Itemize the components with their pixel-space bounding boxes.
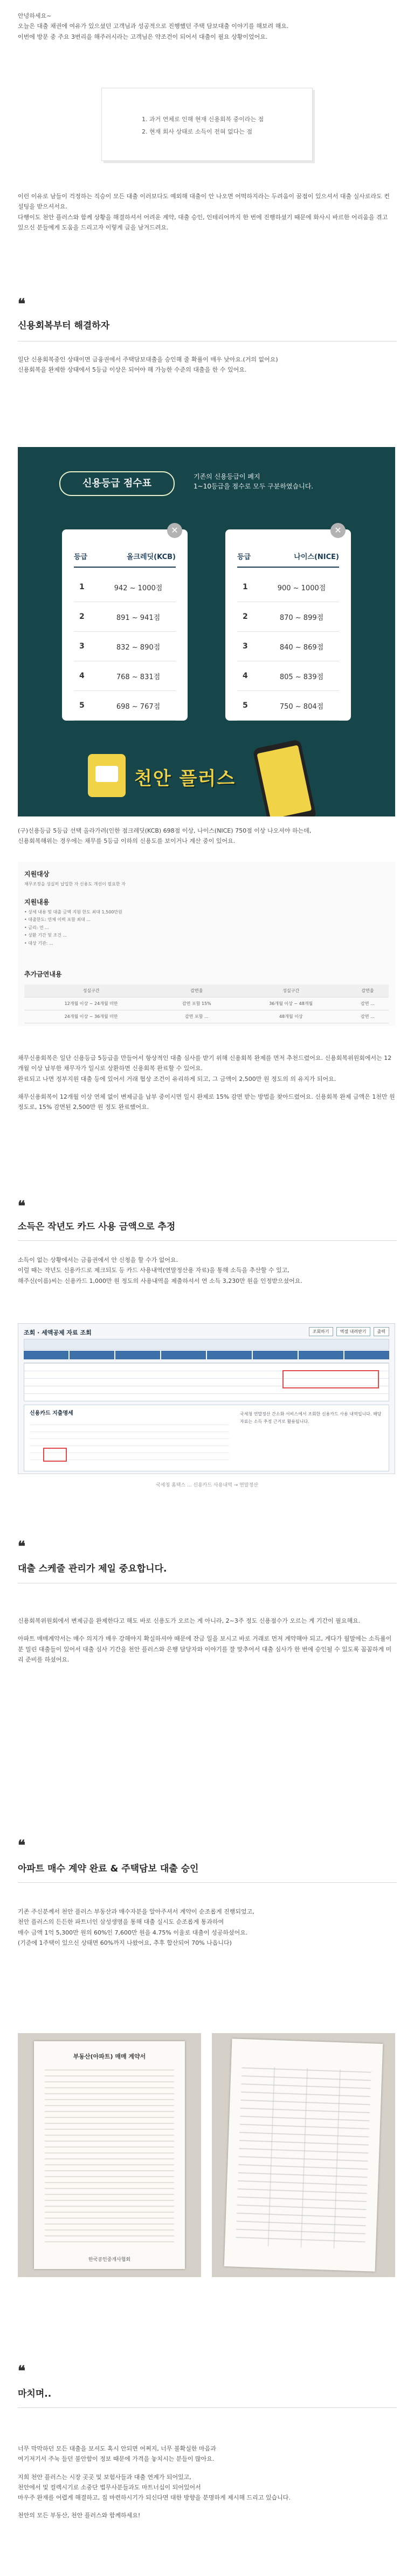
quote-icon: ❝: [18, 2363, 25, 2379]
table-row: [24, 997, 389, 1010]
block-title: 추가금연내용: [24, 971, 62, 978]
banner-subtitle: [194, 472, 313, 491]
text-line: 기존 주신분께서 천안 플러스 부동산과 매수자분을 알아주셔서 계약이 순조롭게 진행되었고,: [18, 1908, 254, 1915]
notice-item: 2. 현재 회사 상태로 소득이 전혀 없다는 점: [142, 128, 252, 136]
section-divider: [18, 1240, 397, 1241]
banner-title: 신용등급 점수표: [59, 471, 175, 496]
table-row: [24, 1010, 389, 1023]
table-cell: 감면 ...: [347, 997, 389, 1010]
text-line: 소득이 없는 상황에서는 금융권에서 안 신청을 할 수가 없어요.: [18, 1256, 178, 1263]
grade: 1: [79, 583, 85, 591]
quote-icon: ❝: [18, 1198, 25, 1214]
text-line: 채무신용회복이 12개월 이상 연체 없이 변제금을 납부 중이시면 일시 완제로 15% 감면 받는 방법을 찾아드렸어요. 신용회복 완제 금액은 1천만 원 정도로, 15% 감면된 2,500만 원 정도 완료했어요.: [18, 1093, 395, 1111]
intro-line: 오늘은 대출 채권에 여유가 있으셨던 고객님과 성공적으로 진행했던 주택 담보대출 이야기를 해보려 해요.: [18, 23, 289, 30]
table-cell: 감면 포함 15%: [158, 997, 235, 1010]
text-line: 천안의 모든 부동산, 천안 플러스와 함께하세요!: [18, 2512, 141, 2519]
category-tabs: [24, 1351, 389, 1359]
text-line: 여기저기서 주눅 들던 불안함이 정보 때문에 가격을 놓치시는 분들이 많아요.: [18, 2455, 215, 2463]
grade: 4: [243, 672, 248, 680]
text-line: 해주신(이름)씨는 신용카드 1,000만 원 정도의 사용내역을 제출하셔서 연 소득 3,230만 원을 인정받으셨어요.: [18, 1277, 302, 1284]
closing-paragraph: [18, 2444, 395, 2521]
quote-icon: ❝: [18, 296, 25, 312]
search-bar: [24, 1339, 389, 1350]
text-line: 신용회복해위는 경우에는 채무를 5등급 이하의 신용도를 보이거나 계산 중이 있어요.: [18, 837, 236, 845]
document-body: [45, 2068, 174, 2247]
score-range: 805 ~ 839점: [279, 673, 324, 681]
screenshot-title: 조회 · 세액공제 자료 조회: [24, 1329, 92, 1336]
list-item: • 대상 기관: ...: [24, 940, 53, 946]
detail-note: 국세청 연말정산 간소화 서비스에서 조회한 신용카드 사용 내역입니다. 해당 자료는 소득 추정 근거로 활용됩니다.: [240, 1412, 382, 1424]
section-paragraph: [18, 826, 395, 847]
quote-icon: ❝: [18, 1838, 25, 1854]
score-row: [74, 691, 176, 721]
kcb-score-card: [62, 525, 188, 721]
text-line: (기준에 1주택이 있으신 상태면 60%까지 나왔어요, 추후 합산되어 70% 나옵니다): [18, 1939, 232, 1946]
mascot-icon: [88, 754, 126, 797]
print-button: 출력: [374, 1327, 389, 1336]
score-row: [237, 691, 339, 721]
score-row: [237, 632, 339, 661]
support-content: [24, 897, 122, 947]
score-range: 900 ~ 1000점: [277, 584, 326, 592]
section-paragraph: [18, 354, 395, 375]
inquiry-button: 조회하기: [309, 1327, 333, 1336]
extra-reduction: [24, 969, 62, 981]
text-line: 채무신용회복은 일단 신용등급 5등급을 만들어서 항상적인 대출 심사를 받기 위해 신용회복 완제를 먼저 추천드렸어요. 신용회복위원회에서는 12개월 이상 납부한 채무자가 일시로 상환하면 신용회복 완료할 수 있어요.: [18, 1055, 392, 1072]
table-header: 감면율: [347, 985, 389, 997]
list-item: • 금리: 연 ...: [24, 925, 49, 930]
table-cell: 36개월 이상 ~ 48개월: [235, 997, 347, 1010]
table-header: 감면율: [158, 985, 235, 997]
block-text: 채무조정을 성실히 납입한 자 신용도 개선이 필요한 자: [24, 882, 126, 886]
card-spending-detail: [24, 1405, 389, 1471]
table-header: 성실구간: [24, 985, 158, 997]
column-header: 나이스(NICE): [294, 553, 339, 561]
text-line: 너무 막막하던 모든 대출을 보셔도 혹시 안되면 어쩌지, 너무 불확실한 마음과: [18, 2445, 216, 2452]
table-cell: 감면 ...: [347, 1010, 389, 1023]
text-line: 지희 천안 플러스는 시장 곳곳 및 보험사들과 대출 연계가 되어있고,: [18, 2473, 191, 2481]
support-target: [24, 869, 126, 888]
table-cell: 24개월 이상 ~ 36개월 미만: [24, 1010, 158, 1023]
grade: 1: [243, 583, 248, 591]
score-range: 942 ~ 1000점: [114, 584, 163, 592]
intro-paragraph: [18, 11, 395, 42]
notice-box: [101, 88, 313, 161]
text-line: 다행이도 천안 플러스와 함께 상황을 해결하셔서 어려운 계약, 대출 승인, 인테리어까지 한 번에 진행하셨기 때문에 화사시 바르한 어리움을 겪고 있으신 분들에게 도움을 드리고자 이렇게 글을 남겨드려요.: [18, 213, 388, 231]
notice-item: 1. 과거 연체로 인해 현재 신용회복 중이라는 점: [142, 116, 264, 123]
text-line: 아파트 매매계약서는 매수 의지가 매우 강해야지 확실하셔야 때문에 잔금 일을 보시고 바로 거래로 먼저 계약해야 되고, 게다가 월말에는 소득률이 분 밀린 대출들이 있어서 대출 심사 기간을 천안 플러스와 은행 담당자와 이야기를 잘 맞추어서 대출 심사가 한 번에 승인될 수 있도록 꼼꼼하게 미리 준비를 하셨어요.: [18, 1635, 392, 1663]
document-footer: 한국공인중개사협회: [88, 2257, 131, 2263]
table-header: 성실구간: [235, 985, 347, 997]
document-title: 부동산(아파트) 매매 계약서: [73, 2053, 146, 2060]
text-line: (구)신용등급 5등급 선택 올라가려(인한 점크레딧(KCB) 698점 이상, 나이스(NICE) 750점 이상 나오셔야 하는데,: [18, 827, 312, 834]
text-line: 신용회복위원회에서 변제금을 완제한다고 해도 바로 신용도가 오르는 게 아니라, 2~3주 정도 신용점수가 오르는 게 기간이 필요해요.: [18, 1617, 361, 1624]
score-row: [237, 602, 339, 632]
text-line: 일단 신용회복중인 상태이면 금융권에서 주택담보대출을 승인해 줄 확률이 매우 낮아요.(거의 없어요): [18, 356, 278, 363]
brand-name: 천안 플러스: [134, 768, 236, 790]
credit-score-banner: [18, 447, 395, 816]
block-title: 지원대상: [24, 870, 50, 878]
score-row: [74, 573, 176, 602]
document-body: [236, 2066, 371, 2250]
list-item: • 상세 내용 및 대출 금액 지원 한도 최대 1,500만원: [24, 910, 122, 914]
intro-line: 이번에 방문 중 주요 3번리을 해주러시라는 고객님은 약조건이 되어서 대출이 필요 상황이었어요.: [18, 33, 268, 40]
situation-paragraph: [18, 191, 395, 233]
close-icon: ✕: [167, 523, 182, 538]
banner-subtitle-line: 기존의 신용등급이 폐지: [194, 473, 260, 480]
list-item: • 대출한도: 연체 이력 포함 최대 ...: [24, 917, 91, 923]
document-title: [232, 2049, 383, 2055]
grade: 3: [243, 642, 248, 651]
text-line: 이런 이유로 남들이 걱정하는 직승이 모든 대출 이러보다도 예외해 대출이 안 나오면 어떡하지라는 두려움이 꿈점이 있으셔서 대출 실사로라도 컨설팅을 받으셔서요.: [18, 193, 390, 211]
section-title: 신용회복부터 해결하자: [18, 320, 110, 331]
section-title: 대출 스케줄 관리가 제일 중요합니다.: [18, 1563, 167, 1574]
list-item: • 상환 기간 및 조건 ...: [24, 933, 67, 938]
text-line: 신용회복을 완제한 상태에서 5등급 이상은 되어야 해 가능한 수준의 대출을 한 수 있어요.: [18, 366, 247, 374]
banner-subtitle-line: 1~10등급을 점수로 모두 구분하였습니다.: [194, 483, 314, 490]
score-row: [74, 632, 176, 661]
excel-button: 엑셀 내려받기: [336, 1327, 370, 1336]
section-paragraph: [18, 1255, 395, 1286]
grade: 2: [79, 612, 85, 621]
text-line: 완료되고 나면 정부지원 대출 등에 있어서 거래 협상 조건이 유리하게 되고, 그 금액이 2,500만 원 정도의 의 유지가 되어요.: [18, 1075, 336, 1083]
quote-icon: ❝: [18, 1539, 25, 1555]
score-range: 870 ~ 899점: [279, 613, 324, 622]
text-line: 천안 플러스의 든든한 파트너인 삼성생명을 통해 대출 실시도 순조롭게 통과하여: [18, 1918, 224, 1926]
document-footer: [224, 2260, 375, 2265]
score-row: [237, 573, 339, 602]
close-icon: ✕: [330, 523, 346, 538]
text-line: 마우주 완재를 어렵게 해결하고, 집 마련하시기가 되신다면 대한 방향을 분명하게 제시해 드리고 있습니다.: [18, 2494, 291, 2501]
section-divider: [18, 2407, 397, 2408]
block-title: 지원내용: [24, 898, 50, 906]
section-title: 마치며..: [18, 2389, 52, 2399]
score-range: 768 ~ 831점: [116, 673, 161, 681]
score-row: [237, 661, 339, 691]
text-line: 천안에서 및 컬렉시기로 소중단 법무사분들과도 마트너십이 되어있어서: [18, 2483, 201, 2491]
table-cell: 감면 포함 ...: [158, 1010, 235, 1023]
grade: 5: [243, 701, 248, 710]
grade: 4: [79, 672, 85, 680]
text-line: 이럴 때는 작년도 신용카드로 제크되도 등 카드 사용내역(연말정산용 자료)을 통해 소득을 추산할 수 있고,: [18, 1267, 289, 1274]
intro-line: 안녕하세요~: [18, 12, 52, 19]
grade: 3: [79, 642, 85, 651]
table-cell: 12개월 이상 ~ 24개월 미만: [24, 997, 158, 1010]
grade: 2: [243, 612, 248, 621]
score-row: [74, 602, 176, 632]
column-header: 등급: [74, 553, 88, 561]
grade: 5: [79, 701, 85, 710]
column-header: 등급: [237, 553, 251, 561]
section-title: 아파트 매수 계약 완료 & 주택담보 대출 승인: [18, 1863, 199, 1874]
score-range: 750 ~ 804점: [279, 702, 324, 711]
section-paragraph: [18, 1907, 395, 1948]
table-cell: 48개월 이상: [235, 1010, 347, 1023]
hometax-screenshot: [18, 1323, 395, 1474]
score-range: 832 ~ 890점: [116, 643, 161, 652]
loan-document-photo: [212, 2033, 395, 2277]
column-header: 올크레딧(KCB): [126, 553, 176, 561]
detail-title: 신용카드 지출명세: [30, 1411, 73, 1416]
brand-logo: [88, 749, 330, 808]
reduction-table: [24, 985, 389, 1023]
section-title: 소득은 작년도 카드 사용 금액으로 추정: [18, 1221, 176, 1232]
highlight-box: [282, 1370, 379, 1388]
section-paragraph: [18, 1616, 395, 1665]
text-line: 매수 금액 1억 5,300만 원의 60%인 7,600만 원을 4.75% 이율로 대출이 성공하셨어요.: [18, 1929, 248, 1936]
section-divider: [18, 1882, 397, 1883]
smartphone-icon: [252, 739, 316, 816]
score-row: [74, 661, 176, 691]
nice-score-card: [225, 525, 351, 721]
section-paragraph: [18, 1053, 395, 1112]
sale-contract-photo: [18, 2033, 201, 2277]
image-caption: 국세청 홈택스 ... 신용카드 사용내역 → 연말정산: [156, 1483, 258, 1488]
score-range: 840 ~ 869점: [279, 643, 324, 652]
highlight-box: [43, 1448, 67, 1462]
score-range: 891 ~ 941점: [116, 613, 161, 622]
score-range: 698 ~ 767점: [116, 702, 161, 711]
support-program-box: [18, 862, 395, 1026]
